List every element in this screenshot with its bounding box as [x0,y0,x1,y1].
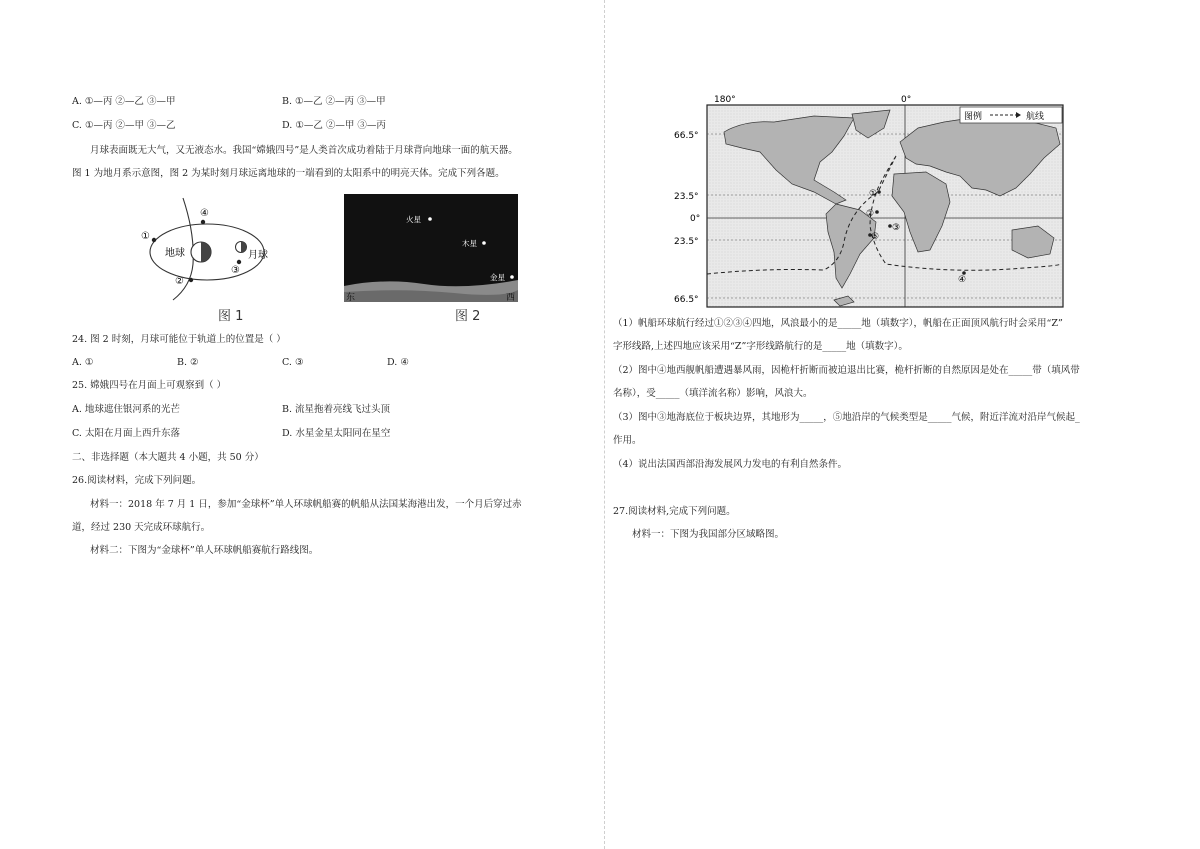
map-point-5: ⑤ [871,232,880,242]
q25-option-a: A. 地球遮住银河系的光芒 [72,404,180,415]
material-2: 材料二：下图为“金球杯”单人环球帆船赛航行路线图。 [90,545,319,556]
q27-material-1: 材料一：下图为我国部分区域略图。 [632,529,785,540]
figure-2-caption: 图 2 [455,309,481,324]
q25-option-d: D. 水星金星太阳同在星空 [282,428,391,439]
figure-1-earth-moon-system [135,194,285,306]
earth-label: 地球 [165,248,185,259]
position-2: ② [175,276,184,287]
material-1-line-2: 道，经过 230 天完成环球航行。 [72,522,211,533]
q23-option-a: A. ①—丙 ②—乙 ③—甲 [72,96,176,107]
q26-part1-line1: （1）帆船环球航行经过①②③④四地，风浪最小的是_____地（填数字），帆船在正面顶风航行时会采用“Z” [613,318,1063,329]
q26-stem: 26.阅读材料，完成下列问题。 [72,475,202,486]
map-point-4: ④ [958,275,967,285]
q24-option-c: C. ③ [282,357,304,368]
q24-option-d: D. ④ [387,357,409,368]
q24-option-b: B. ② [177,357,199,368]
q26-part2-line2: 名称），受_____（填洋流名称）影响，风浪大。 [613,388,813,399]
q26-part2-line1: （2）图中④地西舰帆船遭遇暴风雨，因桅杆折断而被迫退出比赛，桅杆折断的自然原因是处在_____带（填风带 [613,365,1080,376]
longitude-0-label: 0° [901,95,912,105]
latitude-label-23n: 23.5° [674,192,699,202]
position-4: ④ [200,208,209,219]
moon-label: 月球 [248,250,268,261]
map-point-3: ③ [892,223,901,233]
west-label: 西 [506,293,516,302]
q26-part3-line1: （3）图中③地海底位于板块边界，其地形为_____，⑤地沿岸的气候类型是_____气候，附近洋流对沿岸气候起_ [613,412,1080,423]
latitude-label-0: 0° [690,214,701,224]
map-point-2: ② [866,209,875,219]
intro-line-2: 图 1 为地月系示意图，图 2 为某时刻月球远离地球的一端看到的太阳系中的明亮天体。完成下列各题。 [72,168,505,179]
q24-option-a: A. ① [72,357,94,368]
material-1-line-1: 材料一：2018 年 7 月 1 日，参加“金球杯”单人环球帆船赛的帆船从法国某海港出发，一个月后穿过赤 [90,499,522,510]
longitude-180-label: 180° [714,95,736,105]
latitude-label-66n: 66.5° [674,131,699,141]
q26-part1-line2: 字形线路,上述四地应该采用“Z”字形线路航行的是_____地（填数字）。 [613,341,908,352]
jupiter-label: 木星 [462,239,477,248]
venus-label: 金星 [490,273,505,282]
position-1: ① [141,231,150,242]
map-point-1: ① [869,189,878,199]
q23-option-c: C. ①—丙 ②—甲 ③—乙 [72,120,176,131]
world-route-map [664,92,1066,310]
position-3: ③ [231,265,240,276]
page-divider [604,0,605,849]
q25-option-b: B. 流星拖着亮线飞过头顶 [282,404,391,415]
mars-label: 火星 [406,215,421,224]
latitude-label-66s: 66.5° [674,295,699,305]
q27-stem: 27.阅读材料,完成下列问题。 [613,506,736,517]
section-2-heading: 二、非选择题（本大题共 4 小题，共 50 分） [72,452,264,463]
q25-stem: 25. 嫦娥四号在月面上可观察到（ ） [72,380,227,391]
q25-option-c: C. 太阳在月面上西升东落 [72,428,180,439]
q23-option-d: D. ①—乙 ②—甲 ③—丙 [282,120,386,131]
latitude-label-23s: 23.5° [674,237,699,247]
q26-part4: （4）说出法国西部沿海发展风力发电的有利自然条件。 [613,459,848,470]
legend-route-label: 航线 [1026,112,1045,122]
east-label: 东 [346,293,356,302]
q23-option-b: B. ①—乙 ②—丙 ③—甲 [282,96,386,107]
q24-stem: 24. 图 2 时刻，月球可能位于轨道上的位置是（ ） [72,334,286,345]
intro-line-1: 月球表面既无大气，又无液态水。我国“嫦娥四号”是人类首次成功着陆于月球背向地球一面的航天器。 [90,145,518,156]
q26-part3-line2: 作用。 [613,435,642,446]
figure-1-caption: 图 1 [218,309,244,324]
legend-title: 图例 [964,112,983,122]
figure-2-night-sky [344,194,518,302]
